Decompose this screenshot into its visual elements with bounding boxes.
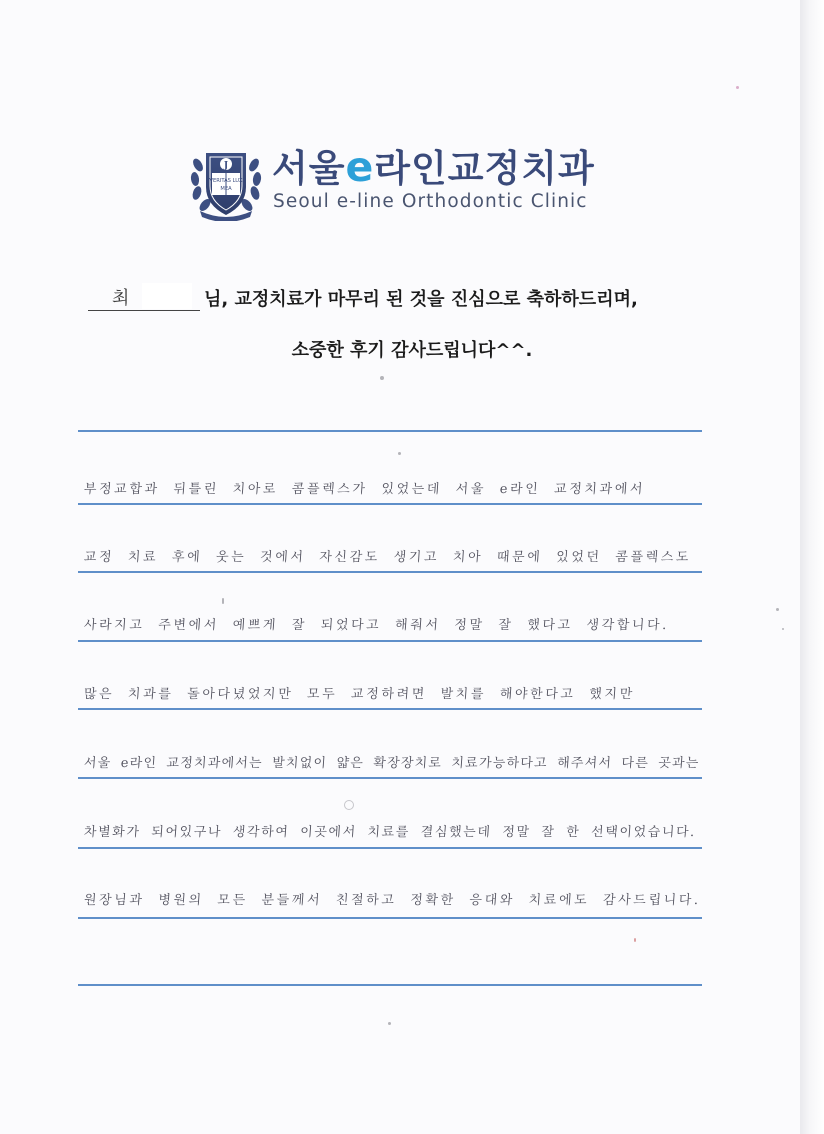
greeting-line-1 — [88, 285, 708, 311]
ruled-line — [78, 571, 702, 573]
svg-text:MEA: MEA — [220, 186, 232, 192]
paper-speck — [380, 376, 384, 380]
ruled-line — [78, 917, 702, 919]
paper-speck — [222, 598, 224, 604]
ruled-line — [78, 640, 702, 642]
clinic-name-english: Seoul e-line Orthodontic Clinic — [273, 191, 588, 212]
review-line: 많은 치과를 돌아다녔었지만 모두 교정하려면 발치를 해야한다고 했지만 — [83, 687, 636, 702]
scan-edge — [800, 0, 824, 1134]
paper-speck — [398, 452, 401, 455]
review-line: 사라지고 주변에서 예쁘게 잘 되었다고 해줘서 정말 잘 했다고 생각합니다. — [83, 618, 670, 633]
paper-speck — [344, 800, 354, 810]
greeting-line-2: 소중한 후기 감사드립니다^^. — [291, 340, 533, 361]
review-line: 원장님과 병원의 모든 분들께서 친절하고 정확한 응대와 치료에도 감사드립니다. — [83, 893, 702, 908]
svg-text:VERITAS LUX: VERITAS LUX — [209, 178, 243, 184]
paper-speck — [634, 938, 636, 942]
ruled-line — [78, 847, 702, 849]
ruled-line — [78, 777, 702, 779]
patient-initial: 최 — [112, 288, 130, 309]
review-line: 교정 치료 후에 웃는 것에서 자신감도 생기고 치아 때문에 있었던 콤플렉스도 — [83, 550, 692, 565]
clinic-name-korean: 서울e라인교정치과 — [272, 143, 595, 191]
university-seal-icon — [190, 143, 262, 221]
paper-speck — [736, 86, 739, 89]
svg-text:J: J — [223, 161, 229, 171]
ruled-line — [78, 430, 702, 432]
ruled-line — [78, 503, 702, 505]
clinic-logo — [190, 143, 610, 223]
paper-speck — [388, 1022, 391, 1025]
paper-speck — [776, 608, 779, 611]
paper-speck — [782, 628, 784, 630]
greeting-text-1: 님, 교정치료가 마무리 된 것을 진심으로 축하하드리며, — [204, 289, 638, 310]
review-line: 차별화가 되어있구나 생각하여 이곳에서 치료를 결심했는데 정말 잘 한 선택이었습니다. — [83, 825, 697, 840]
review-line: 부정교합과 뒤틀린 치아로 콤플렉스가 있었는데 서울 e라인 교정치과에서 — [83, 482, 646, 497]
patient-name-field — [88, 286, 200, 311]
review-line: 서울 e라인 교정치과에서는 발치없이 얇은 확장장치로 치료가능하다고 해주셔서 다른 곳과는 — [83, 756, 701, 771]
ruled-line — [78, 708, 702, 710]
ruled-line — [78, 984, 702, 986]
name-redaction — [142, 283, 192, 309]
